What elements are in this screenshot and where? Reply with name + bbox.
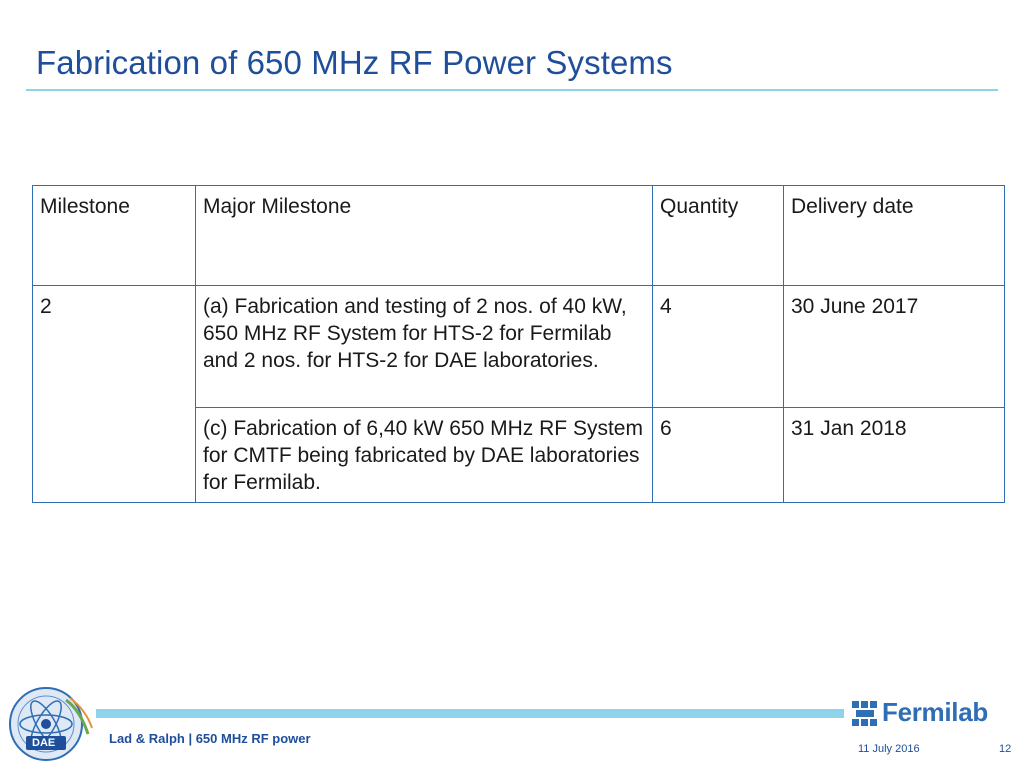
header-milestone: Milestone — [33, 186, 196, 286]
cell-delivery-date: 31 Jan 2018 — [784, 408, 1005, 503]
footer-bar — [96, 709, 844, 718]
cell-major-milestone: (c) Fabrication of 6,40 kW 650 MHz RF System for CMTF being fabricated by DAE laboratories for Fermilab. — [196, 408, 653, 503]
header-delivery-date: Delivery date — [784, 186, 1005, 286]
cell-milestone: 2 — [33, 286, 196, 503]
table-row — [33, 286, 1005, 408]
milestone-table — [32, 185, 1005, 503]
dae-atom-emblem-icon — [4, 680, 96, 766]
cell-quantity: 4 — [653, 286, 784, 408]
title-divider — [26, 89, 998, 91]
page-title: Fabrication of 650 MHz RF Power Systems — [36, 44, 673, 81]
cell-quantity: 6 — [653, 408, 784, 503]
cell-delivery-date: 30 June 2017 — [784, 286, 1005, 408]
dae-logo — [4, 680, 96, 766]
fermilab-logo — [850, 696, 1010, 730]
footer-date: 11 July 2016 — [858, 743, 920, 755]
header-major-milestone: Major Milestone — [196, 186, 653, 286]
header-quantity: Quantity — [653, 186, 784, 286]
page-number: 12 — [999, 743, 1012, 755]
footer-presenter-text: Lad & Ralph | 650 MHz RF power — [109, 731, 311, 746]
fermilab-lattice-icon — [850, 699, 880, 729]
dae-logo-text: DAE — [32, 737, 56, 749]
cell-major-milestone: (a) Fabrication and testing of 2 nos. of 40 kW, 650 MHz RF System for HTS-2 for Fermilab and 2 nos. for HTS-2 for DAE laboratories. — [196, 286, 653, 408]
fermilab-wordmark: Fermilab — [882, 697, 988, 727]
table-header-row — [33, 186, 1005, 286]
